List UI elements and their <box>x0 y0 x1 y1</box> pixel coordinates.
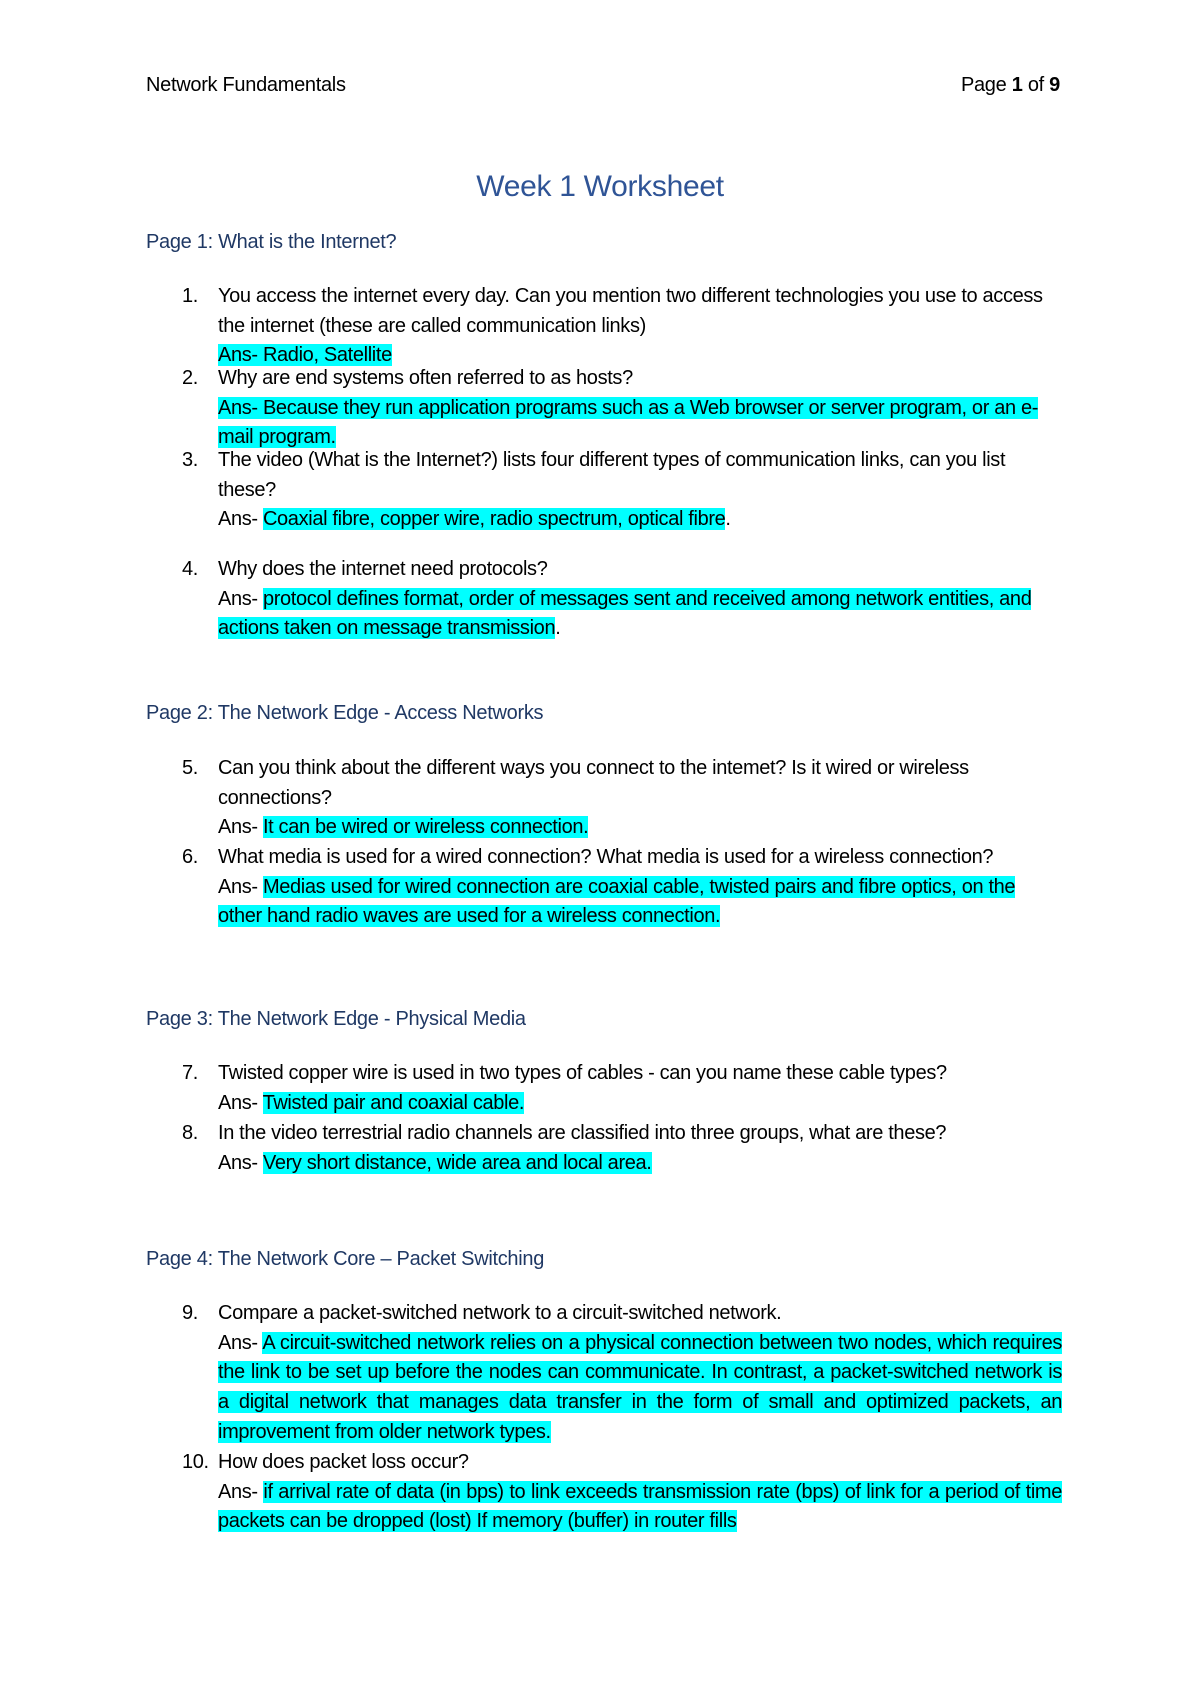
question-text: How does packet loss occur? <box>218 1451 469 1473</box>
question-text: Why are end systems often referred to as hosts? <box>218 367 633 389</box>
answer-text: Medias used for wired connection are coaxial cable, twisted pairs and fibre optics, on the other hand radio waves are used for a wireless connection. <box>218 875 1016 928</box>
question-4: 4. Why does the internet need protocols? Ans- protocol defines format, order of messages sent and received among network entities, and actions taken on message transmission. <box>182 555 1062 644</box>
section-heading-1: Page 1: What is the Internet? <box>146 231 397 253</box>
question-text: You access the internet every day. Can you mention two different technologies you use to access the internet (these are called communication links) <box>218 285 1043 337</box>
question-number: 7. <box>182 1062 198 1084</box>
answer-text: Coaxial fibre, copper wire, radio spectrum, optical fibre <box>262 508 726 531</box>
section-heading-3: Page 3: The Network Edge - Physical Media <box>146 1008 526 1030</box>
header-doc-title: Network Fundamentals <box>146 74 346 96</box>
answer-highlight: Ans- Because they run application programs such as a Web browser or server program, or an e-mail program. <box>218 396 1039 449</box>
answer-highlight: Ans- Radio, Satellite <box>218 344 392 367</box>
answer-text: It can be wired or wireless connection. <box>262 816 589 839</box>
page-header <box>146 74 1060 102</box>
question-number: 8. <box>182 1122 198 1144</box>
header-page-number: Page 1 of 9 <box>960 74 1060 96</box>
question-number: 5. <box>182 757 198 779</box>
question-text: What media is used for a wired connection? What media is used for a wireless connection? <box>218 846 994 868</box>
question-number: 3. <box>182 449 198 471</box>
answer-text: Twisted pair and coaxial cable. <box>262 1091 525 1114</box>
question-7: 7. Twisted copper wire is used in two types of cables - can you name these cable types? Ans- Twisted pair and coaxial cable. <box>182 1059 1062 1118</box>
question-1 <box>182 282 1062 371</box>
question-number: 9. <box>182 1302 198 1324</box>
question-9: 9. Compare a packet-switched network to a circuit-switched network. Ans- A circuit-switched network relies on a physical connection between two nodes, which requires the link to be set up before the nodes can communicate. In contrast, a packet-switched network is a digital network that manages data transfer in the form of small and optimized packets, an improvement from older network types. <box>182 1299 1062 1448</box>
page-title: Week 1 Worksheet <box>476 170 724 203</box>
question-text: Why does the internet need protocols? <box>218 558 548 580</box>
answer-text: if arrival rate of data (in bps) to link exceeds transmission rate (bps) of link for a period of time packets can be dropped (lost) If memory (buffer) in router fills <box>218 1480 1062 1533</box>
question-8: 8. In the video terrestrial radio channels are classified into three groups, what are these? Ans- Very short distance, wide area and local area. <box>182 1119 1062 1178</box>
question-text: Compare a packet-switched network to a circuit-switched network. <box>218 1302 782 1324</box>
question-number: 2. <box>182 367 198 389</box>
section-heading-4: Page 4: The Network Core – Packet Switching <box>146 1248 545 1270</box>
question-number: 6. <box>182 846 198 868</box>
question-3: 3. The video (What is the Internet?) lists four different types of communication links, can you list these? Ans- Coaxial fibre, copper wire, radio spectrum, optical fibre. <box>182 446 1062 535</box>
answer-text: Radio, Satellite <box>262 344 392 367</box>
answer-text: A circuit-switched network relies on a physical connection between two nodes, which requires the link to be set up before the nodes can communicate. In contrast, a packet-switched network is a digital network that manages data transfer in the form of small and optimized packets, an improvement from older network types. <box>218 1331 1063 1443</box>
question-number: 10. <box>182 1451 209 1473</box>
question-6: 6. What media is used for a wired connection? What media is used for a wireless connection? Ans- Medias used for wired connection are coaxial cable, twisted pairs and fibre optics, on the other hand radio waves are used for a wireless connection. <box>182 843 1062 932</box>
question-number: 1. <box>182 285 198 307</box>
question-10: 10. How does packet loss occur? Ans- if arrival rate of data (in bps) to link exceeds transmission rate (bps) of link for a period of time packets can be dropped (lost) If memory (buffer) in router fills <box>182 1448 1062 1537</box>
question-text: The video (What is the Internet?) lists four different types of communication links, can you list these? <box>218 449 1006 501</box>
question-text: Can you think about the different ways you connect to the intemet? Is it wired or wireless connections? <box>218 757 969 809</box>
question-number: 4. <box>182 558 198 580</box>
question-5: 5. Can you think about the different ways you connect to the intemet? Is it wired or wireless connections? Ans- It can be wired or wireless connection. <box>182 754 1062 843</box>
answer-text: Very short distance, wide area and local area. <box>262 1151 652 1174</box>
question-text: Twisted copper wire is used in two types of cables - can you name these cable types? <box>218 1062 947 1084</box>
answer-text: protocol defines format, order of messages sent and received among network entities, and actions taken on message transmission <box>218 587 1032 640</box>
answer-text: Because they run application programs such as a Web browser or server program, or an e-mail program. <box>218 396 1039 449</box>
question-text: In the video terrestrial radio channels are classified into three groups, what are these? <box>218 1122 947 1144</box>
section-heading-2: Page 2: The Network Edge - Access Networks <box>146 702 544 724</box>
question-2 <box>182 364 1062 453</box>
